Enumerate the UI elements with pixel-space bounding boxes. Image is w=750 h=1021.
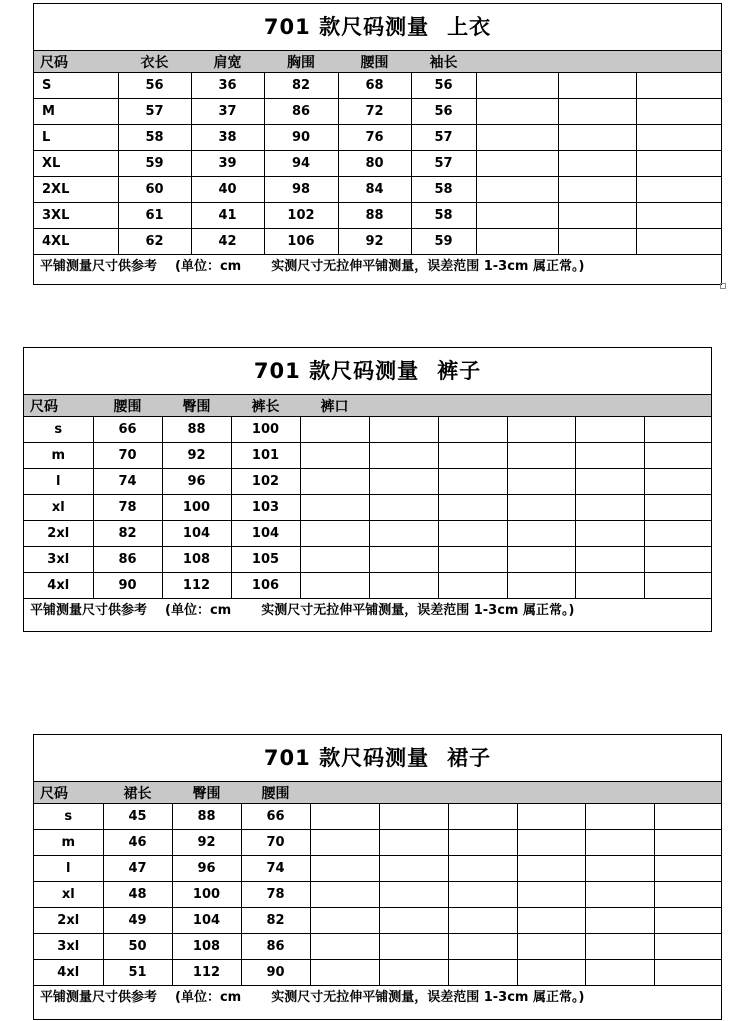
empty-cell [438, 495, 507, 521]
title-sub: 上衣 [447, 15, 492, 39]
value-cell: 62 [118, 229, 191, 255]
table-row [34, 203, 721, 229]
corner-marker [720, 283, 726, 289]
empty-cell [448, 830, 517, 856]
value-cell: 59 [411, 229, 476, 255]
empty-cell [507, 495, 575, 521]
value-cell: 66 [241, 804, 310, 830]
size-cell: 4XL [34, 229, 118, 255]
table-row [34, 934, 721, 960]
value-cell: 88 [162, 417, 231, 443]
value-cell: 105 [231, 547, 300, 573]
header-cell: 尺码 [34, 51, 118, 73]
table-row [24, 417, 711, 443]
value-cell: 103 [231, 495, 300, 521]
size-table-top [33, 3, 722, 285]
empty-cell [379, 882, 448, 908]
table-row [24, 547, 711, 573]
empty-cell [636, 125, 721, 151]
header-cell: 胸围 [264, 51, 338, 73]
empty-cell [517, 960, 585, 986]
note-text: 平铺测量尺寸供参考 [40, 990, 158, 1005]
header-cell [310, 782, 379, 804]
empty-cell [300, 573, 369, 599]
empty-cell [644, 495, 711, 521]
empty-cell [300, 443, 369, 469]
table-row [34, 856, 721, 882]
empty-cell [507, 443, 575, 469]
empty-cell [517, 908, 585, 934]
value-cell: 94 [264, 151, 338, 177]
empty-cell [558, 203, 636, 229]
note-tolerance: 实测尺寸无拉伸平铺测量，误差范围 1-3cm 属正常。) [261, 603, 575, 618]
empty-cell [369, 521, 438, 547]
value-cell: 58 [411, 177, 476, 203]
value-cell: 112 [172, 960, 241, 986]
size-cell: xl [24, 495, 93, 521]
empty-cell [575, 417, 644, 443]
header-cell [476, 51, 558, 73]
table-title [24, 348, 711, 395]
value-cell: 88 [172, 804, 241, 830]
value-cell: 102 [264, 203, 338, 229]
empty-cell [654, 804, 721, 830]
empty-cell [636, 229, 721, 255]
empty-cell [379, 934, 448, 960]
value-cell: 46 [103, 830, 172, 856]
empty-cell [507, 469, 575, 495]
header-row [34, 51, 721, 73]
table-title [34, 735, 721, 782]
empty-cell [654, 830, 721, 856]
empty-cell [644, 521, 711, 547]
value-cell: 88 [338, 203, 411, 229]
size-cell: xl [34, 882, 103, 908]
header-cell [438, 395, 507, 417]
empty-cell [644, 417, 711, 443]
size-cell: m [34, 830, 103, 856]
empty-cell [644, 469, 711, 495]
title-main: 701 款尺码测量 [263, 15, 430, 39]
size-grid [24, 395, 711, 598]
table-row [34, 151, 721, 177]
value-cell: 78 [241, 882, 310, 908]
empty-cell [517, 934, 585, 960]
empty-cell [654, 934, 721, 960]
header-cell [507, 395, 575, 417]
title-main: 701 款尺码测量 [263, 746, 430, 770]
header-cell [654, 782, 721, 804]
empty-cell [507, 547, 575, 573]
size-cell: 3xl [34, 934, 103, 960]
value-cell: 56 [411, 99, 476, 125]
value-cell: 92 [172, 830, 241, 856]
value-cell: 106 [264, 229, 338, 255]
empty-cell [585, 882, 654, 908]
empty-cell [300, 469, 369, 495]
value-cell: 86 [264, 99, 338, 125]
empty-cell [517, 856, 585, 882]
table-row [24, 521, 711, 547]
value-cell: 57 [118, 99, 191, 125]
size-cell: M [34, 99, 118, 125]
table-row [34, 908, 721, 934]
table-row [34, 960, 721, 986]
value-cell: 74 [241, 856, 310, 882]
value-cell: 49 [103, 908, 172, 934]
empty-cell [310, 882, 379, 908]
empty-cell [585, 934, 654, 960]
empty-cell [476, 151, 558, 177]
value-cell: 102 [231, 469, 300, 495]
header-cell [517, 782, 585, 804]
empty-cell [654, 882, 721, 908]
value-cell: 36 [191, 73, 264, 99]
measurement-note [34, 985, 721, 1010]
size-cell: 3xl [24, 547, 93, 573]
table-row [34, 125, 721, 151]
empty-cell [369, 573, 438, 599]
empty-cell [558, 177, 636, 203]
table-row [34, 177, 721, 203]
measurement-note [24, 598, 711, 623]
table-row [34, 99, 721, 125]
empty-cell [575, 495, 644, 521]
value-cell: 96 [162, 469, 231, 495]
note-tolerance: 实测尺寸无拉伸平铺测量，误差范围 1-3cm 属正常。) [271, 259, 585, 274]
value-cell: 61 [118, 203, 191, 229]
empty-cell [369, 417, 438, 443]
size-cell: 4xl [24, 573, 93, 599]
table-row [24, 469, 711, 495]
value-cell: 57 [411, 151, 476, 177]
value-cell: 47 [103, 856, 172, 882]
value-cell: 106 [231, 573, 300, 599]
empty-cell [300, 417, 369, 443]
value-cell: 90 [264, 125, 338, 151]
empty-cell [448, 960, 517, 986]
value-cell: 108 [172, 934, 241, 960]
empty-cell [644, 547, 711, 573]
value-cell: 90 [241, 960, 310, 986]
value-cell: 58 [411, 203, 476, 229]
header-cell [558, 51, 636, 73]
empty-cell [438, 443, 507, 469]
empty-cell [476, 73, 558, 99]
value-cell: 78 [93, 495, 162, 521]
value-cell: 104 [231, 521, 300, 547]
value-cell: 104 [162, 521, 231, 547]
value-cell: 80 [338, 151, 411, 177]
table-title [34, 4, 721, 51]
value-cell: 72 [338, 99, 411, 125]
empty-cell [448, 908, 517, 934]
value-cell: 60 [118, 177, 191, 203]
value-cell: 59 [118, 151, 191, 177]
empty-cell [476, 99, 558, 125]
value-cell: 112 [162, 573, 231, 599]
size-cell: s [34, 804, 103, 830]
value-cell: 70 [241, 830, 310, 856]
value-cell: 51 [103, 960, 172, 986]
empty-cell [379, 856, 448, 882]
value-cell: 50 [103, 934, 172, 960]
empty-cell [438, 547, 507, 573]
empty-cell [558, 125, 636, 151]
size-cell: XL [34, 151, 118, 177]
value-cell: 92 [162, 443, 231, 469]
empty-cell [517, 882, 585, 908]
empty-cell [575, 573, 644, 599]
table-row [34, 882, 721, 908]
note-unit: (单位：cm [175, 259, 242, 274]
table-row [34, 73, 721, 99]
value-cell: 98 [264, 177, 338, 203]
header-cell [575, 395, 644, 417]
empty-cell [300, 521, 369, 547]
empty-cell [575, 469, 644, 495]
header-cell: 腰围 [241, 782, 310, 804]
header-cell: 臀围 [172, 782, 241, 804]
empty-cell [585, 908, 654, 934]
header-cell: 腰围 [338, 51, 411, 73]
value-cell: 66 [93, 417, 162, 443]
empty-cell [585, 830, 654, 856]
empty-cell [379, 830, 448, 856]
value-cell: 82 [264, 73, 338, 99]
empty-cell [448, 804, 517, 830]
value-cell: 86 [93, 547, 162, 573]
header-cell: 尺码 [34, 782, 103, 804]
size-cell: l [24, 469, 93, 495]
header-row [34, 782, 721, 804]
header-cell: 裙长 [103, 782, 172, 804]
empty-cell [476, 203, 558, 229]
value-cell: 74 [93, 469, 162, 495]
table-row [24, 573, 711, 599]
empty-cell [517, 830, 585, 856]
value-cell: 86 [241, 934, 310, 960]
header-cell: 肩宽 [191, 51, 264, 73]
header-cell: 尺码 [24, 395, 93, 417]
title-sub: 裙子 [447, 746, 492, 770]
empty-cell [448, 856, 517, 882]
empty-cell [448, 882, 517, 908]
empty-cell [644, 573, 711, 599]
header-cell: 裤长 [231, 395, 300, 417]
value-cell: 37 [191, 99, 264, 125]
empty-cell [575, 547, 644, 573]
value-cell: 42 [191, 229, 264, 255]
empty-cell [379, 908, 448, 934]
header-cell: 裤口 [300, 395, 369, 417]
size-cell: 4xl [34, 960, 103, 986]
header-cell: 臀围 [162, 395, 231, 417]
value-cell: 100 [162, 495, 231, 521]
header-cell [369, 395, 438, 417]
empty-cell [310, 960, 379, 986]
empty-cell [369, 547, 438, 573]
value-cell: 58 [118, 125, 191, 151]
empty-cell [585, 856, 654, 882]
size-grid [34, 51, 721, 254]
empty-cell [476, 177, 558, 203]
note-tolerance: 实测尺寸无拉伸平铺测量，误差范围 1-3cm 属正常。) [271, 990, 585, 1005]
empty-cell [438, 521, 507, 547]
empty-cell [476, 125, 558, 151]
note-unit: (单位：cm [175, 990, 242, 1005]
size-cell: S [34, 73, 118, 99]
size-cell: 3XL [34, 203, 118, 229]
value-cell: 101 [231, 443, 300, 469]
header-cell [644, 395, 711, 417]
size-table-skirt [33, 734, 722, 1020]
empty-cell [438, 573, 507, 599]
empty-cell [558, 229, 636, 255]
size-cell: 2xl [34, 908, 103, 934]
empty-cell [448, 934, 517, 960]
header-cell: 腰围 [93, 395, 162, 417]
value-cell: 100 [231, 417, 300, 443]
header-cell [636, 51, 721, 73]
empty-cell [310, 908, 379, 934]
empty-cell [558, 151, 636, 177]
empty-cell [379, 960, 448, 986]
table-row [34, 804, 721, 830]
empty-cell [558, 73, 636, 99]
value-cell: 70 [93, 443, 162, 469]
empty-cell [636, 203, 721, 229]
header-cell [379, 782, 448, 804]
header-cell [448, 782, 517, 804]
empty-cell [575, 521, 644, 547]
empty-cell [517, 804, 585, 830]
header-cell: 袖长 [411, 51, 476, 73]
empty-cell [300, 547, 369, 573]
measurement-note [34, 254, 721, 279]
value-cell: 48 [103, 882, 172, 908]
empty-cell [585, 960, 654, 986]
value-cell: 82 [93, 521, 162, 547]
empty-cell [476, 229, 558, 255]
value-cell: 92 [338, 229, 411, 255]
size-grid [34, 782, 721, 985]
value-cell: 45 [103, 804, 172, 830]
title-main: 701 款尺码测量 [253, 359, 420, 383]
empty-cell [636, 177, 721, 203]
value-cell: 96 [172, 856, 241, 882]
empty-cell [438, 417, 507, 443]
value-cell: 38 [191, 125, 264, 151]
value-cell: 68 [338, 73, 411, 99]
value-cell: 90 [93, 573, 162, 599]
value-cell: 104 [172, 908, 241, 934]
size-cell: l [34, 856, 103, 882]
note-text: 平铺测量尺寸供参考 [30, 603, 148, 618]
table-row [24, 443, 711, 469]
value-cell: 84 [338, 177, 411, 203]
value-cell: 57 [411, 125, 476, 151]
empty-cell [310, 934, 379, 960]
empty-cell [369, 495, 438, 521]
note-text: 平铺测量尺寸供参考 [40, 259, 158, 274]
empty-cell [310, 856, 379, 882]
empty-cell [310, 804, 379, 830]
header-cell [585, 782, 654, 804]
empty-cell [438, 469, 507, 495]
title-sub: 裤子 [437, 359, 482, 383]
table-row [24, 495, 711, 521]
empty-cell [507, 417, 575, 443]
size-table-pants [23, 347, 712, 632]
table-row [34, 229, 721, 255]
empty-cell [575, 443, 644, 469]
note-unit: (单位：cm [165, 603, 232, 618]
empty-cell [636, 99, 721, 125]
header-row [24, 395, 711, 417]
empty-cell [654, 908, 721, 934]
size-cell: s [24, 417, 93, 443]
empty-cell [300, 495, 369, 521]
value-cell: 82 [241, 908, 310, 934]
header-cell: 衣长 [118, 51, 191, 73]
empty-cell [654, 856, 721, 882]
value-cell: 39 [191, 151, 264, 177]
size-cell: m [24, 443, 93, 469]
empty-cell [369, 443, 438, 469]
value-cell: 76 [338, 125, 411, 151]
empty-cell [507, 573, 575, 599]
value-cell: 56 [411, 73, 476, 99]
value-cell: 41 [191, 203, 264, 229]
value-cell: 108 [162, 547, 231, 573]
empty-cell [558, 99, 636, 125]
value-cell: 56 [118, 73, 191, 99]
size-cell: 2XL [34, 177, 118, 203]
empty-cell [644, 443, 711, 469]
value-cell: 40 [191, 177, 264, 203]
size-cell: 2xl [24, 521, 93, 547]
size-cell: L [34, 125, 118, 151]
empty-cell [369, 469, 438, 495]
value-cell: 100 [172, 882, 241, 908]
empty-cell [310, 830, 379, 856]
empty-cell [507, 521, 575, 547]
table-row [34, 830, 721, 856]
empty-cell [585, 804, 654, 830]
empty-cell [636, 151, 721, 177]
empty-cell [636, 73, 721, 99]
empty-cell [654, 960, 721, 986]
empty-cell [379, 804, 448, 830]
